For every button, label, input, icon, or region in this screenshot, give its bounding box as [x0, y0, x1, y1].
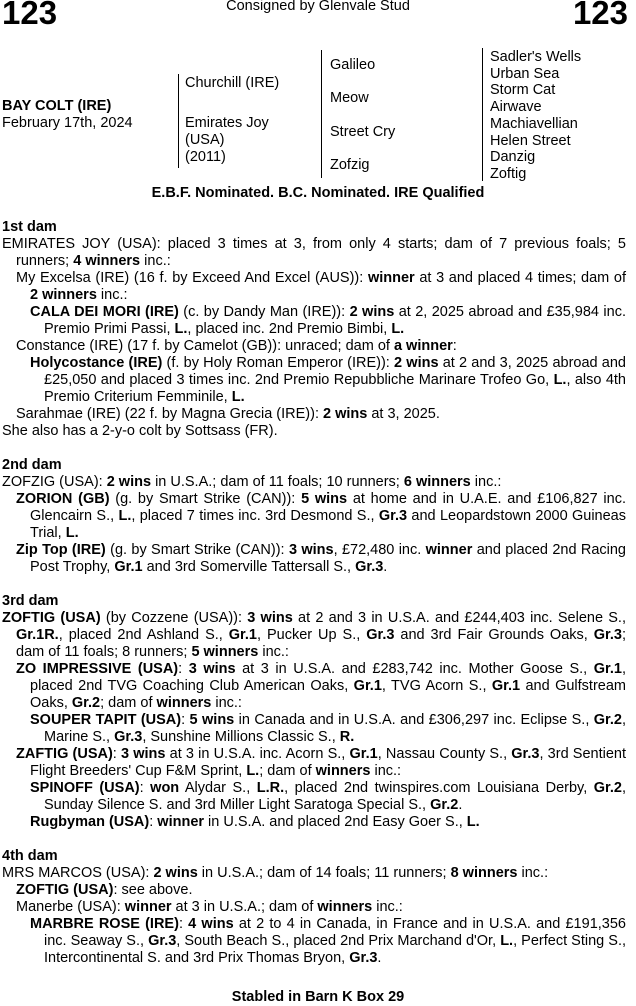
bold-text: winners [317, 899, 373, 915]
entry-text: and 3rd Fair Grounds Oaks, [394, 627, 594, 643]
bold-text: L. [65, 525, 79, 541]
entry-text: at 3, 2025. [367, 406, 440, 422]
entry-text: : [181, 712, 190, 728]
bold-text: 5 wins [189, 712, 235, 728]
entry-text: and 3rd Somerville Tattersall S., [142, 559, 356, 575]
entry-text: ; dam of [259, 763, 316, 779]
pedigree-entry [2, 474, 626, 491]
bold-text: SPINOFF (USA) [30, 780, 140, 796]
bold-text: Gr.1 [593, 661, 622, 677]
entry-text: and placed 2nd Racing Post Trophy, [30, 542, 626, 575]
entry-text: Constance (IRE) (17 f. by Camelot (GB)): unraced; dam of [16, 338, 394, 354]
g3-name: Danzig [490, 149, 536, 165]
entry-text: . [383, 559, 388, 575]
entry-text: Alydar S., [179, 780, 257, 796]
consignor: Consigned by Glenvale Stud [226, 0, 410, 14]
entry-text: ; dam of [100, 695, 157, 711]
pedigree-entry [2, 304, 626, 338]
entry-text: ; dam of 11 foals; 8 runners; [16, 627, 627, 660]
bold-text: 3 wins [188, 661, 236, 677]
bold-text: Gr.2 [71, 695, 101, 711]
g3-name: Sadler's Wells [490, 49, 582, 65]
section-gap [2, 576, 626, 593]
entry-text: , TVG Acorn S., [381, 678, 492, 694]
entry-text: , 3rd Sentient Flight Breeders' Cup F&M Sprint, [30, 746, 627, 779]
entry-text: MRS MARCOS (USA): [2, 865, 154, 881]
sire-sire: Galileo [330, 57, 376, 73]
bold-text: ZAFTIG (USA) [16, 746, 113, 762]
bold-text: 4 wins [188, 916, 234, 932]
pedigree-entry [2, 882, 626, 899]
bold-text: winner [124, 899, 172, 915]
bold-text: won [150, 780, 180, 796]
bold-text: Gr.3 [366, 627, 395, 643]
bold-text: L. [500, 933, 514, 949]
bold-text: a winner [393, 338, 453, 354]
entry-text: , also 4th Premio Criterium Femminile, [44, 372, 626, 405]
pedigree-entry [2, 899, 626, 916]
bold-text: SOUPER TAPIT (USA) [30, 712, 182, 728]
entry-text: in U.S.A.; dam of 11 foals; 10 runners; [151, 474, 404, 490]
bold-text: Gr.1 [114, 559, 143, 575]
entry-text: inc.: [372, 899, 403, 915]
pedigree-entry [2, 338, 626, 355]
entry-text: and Leopardstown 2000 Guineas Trial, [30, 508, 626, 541]
foaling-date: February 17th, 2024 [2, 115, 133, 131]
catalogue-body [2, 219, 626, 967]
entry-text: ZOFZIG (USA): [2, 474, 107, 490]
bold-text: 3 wins [288, 542, 334, 558]
bold-text: Gr.3 [114, 729, 143, 745]
bold-text: Zip Top (IRE) [16, 542, 106, 558]
pedigree-bracket-2 [321, 50, 322, 178]
bold-text: winners [315, 763, 371, 779]
bold-text: 2 wins [349, 304, 395, 320]
bold-text: Gr.3 [349, 950, 378, 966]
g3-name: Storm Cat [490, 82, 556, 98]
entry-text: She also has a 2-y-o colt by Sottsass (FR). [2, 423, 278, 439]
entry-text: in U.S.A. and placed 2nd Easy Goer S., [204, 814, 467, 830]
entry-text: , placed 7 times inc. 3rd Desmond S., [131, 508, 379, 524]
bold-text: L. [231, 389, 245, 405]
entry-text: at 3 in U.S.A.; dam of [171, 899, 318, 915]
entry-text: , placed 2nd twinspires.com Louisiana Derby, [284, 780, 594, 796]
entry-text: inc.: [211, 695, 242, 711]
entry-text: in U.S.A.; dam of 14 foals; 11 runners; [197, 865, 451, 881]
dam-dam: Zofzig [330, 157, 370, 173]
entry-text: , Pucker Up S., [256, 627, 367, 643]
entry-text: at 3 in U.S.A. and £283,742 inc. Mother Goose S., [235, 661, 594, 677]
bold-text: L. [246, 763, 260, 779]
entry-text: : see above. [113, 882, 193, 898]
entry-text: My Excelsa (IRE) (16 f. by Exceed And Excel (AUS)): [16, 270, 368, 286]
bold-text: Gr.1R. [16, 627, 59, 643]
entry-text: : [112, 746, 121, 762]
entry-text: , placed inc. 2nd Premio Bimbi, [187, 321, 392, 337]
entry-text: , £72,480 inc. [333, 542, 426, 558]
pedigree-entry [2, 423, 626, 440]
entry-text: (g. by Smart Strike (CAN)): [109, 491, 302, 507]
horse-name: BAY COLT (IRE) [2, 98, 112, 114]
g3-name: Helen Street [490, 133, 571, 149]
nominations: E.B.F. Nominated. B.C. Nominated. IRE Qualified [151, 185, 485, 201]
pedigree-entry [2, 661, 626, 712]
bold-text: Gr.1 [353, 678, 382, 694]
g3-name: Zoftig [490, 166, 527, 182]
g3-name: Urban Sea [490, 66, 560, 82]
entry-text: : [149, 814, 158, 830]
entry-text: at 2 and 3 in U.S.A. and £244,403 inc. Selene S., [292, 610, 626, 626]
bold-text: R. [339, 729, 355, 745]
pedigree-entry [2, 406, 626, 423]
bold-text: Holycostance (IRE) [30, 355, 163, 371]
entry-text: : [452, 338, 457, 354]
entry-text: (c. by Dandy Man (IRE)): [178, 304, 350, 320]
entry-text: inc.: [370, 763, 402, 779]
lot-number-right: 123 [572, 0, 628, 31]
entry-text: , Sunday Silence S. and 3rd Miller Light Saratoga Special S., [44, 780, 627, 813]
entry-text: : [178, 916, 189, 932]
entry-text: , Sunshine Millions Classic S., [142, 729, 340, 745]
bold-text: Gr.2 [430, 797, 459, 813]
pedigree-entry [2, 916, 626, 967]
pedigree-entry [2, 610, 626, 661]
entry-text: at 2, 2025 abroad and £35,984 inc. Premio Primi Passi, [44, 304, 626, 337]
bold-text: winners [156, 695, 212, 711]
dam: Emirates Joy [185, 115, 269, 131]
entry-text: Manerbe (USA): [16, 899, 125, 915]
bold-text: 2 wins [153, 865, 198, 881]
entry-text: , Marine S., [44, 712, 627, 745]
bold-text: winner [367, 270, 415, 286]
bold-text: ZOFTIG (USA) [2, 610, 101, 626]
bold-text: Gr.3 [511, 746, 540, 762]
bold-text: 8 winners [450, 865, 518, 881]
entry-text: (by Cozzene (USA)): [100, 610, 248, 626]
pedigree-entry [2, 814, 626, 831]
dam-year: (2011) [185, 149, 226, 165]
entry-text: inc.: [96, 287, 128, 303]
bold-text: 2 winners [30, 287, 97, 303]
entry-text: : [178, 661, 189, 677]
g3-name: Machiavellian [490, 116, 578, 132]
bold-text: Gr.3 [355, 559, 384, 575]
bold-text: CALA DEI MORI (IRE) [30, 304, 179, 320]
entry-text: . [377, 950, 382, 966]
pedigree-bracket-1 [178, 74, 179, 168]
bold-text: Gr.2 [593, 780, 622, 796]
bold-text: winner [425, 542, 473, 558]
pedigree-entry [2, 780, 626, 814]
entry-text: (g. by Smart Strike (CAN)): [105, 542, 289, 558]
dam-section-title: 3rd dam [2, 593, 59, 609]
lot-number-left: 123 [2, 0, 58, 31]
bold-text: 5 winners [191, 644, 259, 660]
entry-text: inc.: [258, 644, 289, 660]
sire-dam: Meow [330, 90, 369, 106]
bold-text: MARBRE ROSE (IRE) [30, 916, 179, 932]
bold-text: Gr.1 [349, 746, 378, 762]
dam-country: (USA) [185, 132, 225, 148]
bold-text: Gr.3 [593, 627, 622, 643]
bold-text: Gr.1 [228, 627, 257, 643]
pedigree-entry [2, 236, 626, 270]
bold-text: ZORION (GB) [16, 491, 110, 507]
bold-text: 2 wins [323, 406, 368, 422]
dam-sire: Street Cry [330, 124, 396, 140]
entry-text: , Nassau County S., [377, 746, 512, 762]
entry-text: and Gulfstream Oaks, [30, 678, 626, 711]
entry-text: in Canada and in U.S.A. and £306,297 inc. Eclipse S., [234, 712, 594, 728]
entry-text: : [139, 780, 151, 796]
entry-text: at home and in U.A.E. and £106,827 inc. Glencairn S., [30, 491, 626, 524]
bold-text: ZOFTIG (USA) [16, 882, 114, 898]
entry-text: at 3 in U.S.A. inc. Acorn S., [165, 746, 350, 762]
entry-text: at 2 to 4 in Canada, in France and in U.S.A. and £191,356 inc. Seaway S., [44, 916, 626, 949]
dam-section-title: 2nd dam [2, 457, 62, 473]
bold-text: winner [157, 814, 205, 830]
section-gap [2, 831, 626, 848]
bold-text: 4 winners [73, 253, 141, 269]
bold-text: L. [174, 321, 188, 337]
bold-text: Gr.1 [491, 678, 521, 694]
bold-text: 5 wins [301, 491, 348, 507]
pedigree-entry [2, 270, 626, 304]
bold-text: L. [118, 508, 132, 524]
entry-text: , Perfect Sting S., Intercontinental S. and 3rd Prix Thomas Bryon, [44, 933, 627, 966]
entry-text: . [458, 797, 463, 813]
bold-text: Gr.2 [593, 712, 622, 728]
entry-text: inc.: [470, 474, 502, 490]
sire: Churchill (IRE) [185, 75, 280, 91]
pedigree-entry [2, 712, 626, 746]
bold-text: 3 wins [247, 610, 293, 626]
entry-text: at 3 and placed 4 times; dam of [414, 270, 626, 286]
pedigree-entry [2, 865, 626, 882]
bold-text: Rugbyman (USA) [30, 814, 150, 830]
entry-text: inc.: [517, 865, 549, 881]
dam-section-title: 4th dam [2, 848, 58, 864]
bold-text: Gr.3 [148, 933, 177, 949]
bold-text: ZO IMPRESSIVE (USA) [16, 661, 179, 677]
bold-text: 2 wins [106, 474, 152, 490]
entry-text: inc.: [140, 253, 171, 269]
section-gap [2, 440, 626, 457]
bold-text: L.R. [256, 780, 285, 796]
dam-section-title: 1st dam [2, 219, 57, 235]
entry-text: Sarahmae (IRE) (22 f. by Magna Grecia (IRE)): [16, 406, 324, 422]
bold-text: L. [466, 814, 480, 830]
pedigree-bracket-3 [482, 48, 483, 181]
pedigree-entry [2, 491, 626, 542]
pedigree-entry [2, 355, 626, 406]
bold-text: 2 wins [394, 355, 439, 371]
bold-text: 6 winners [403, 474, 471, 490]
entry-text: at 2 and 3, 2025 abroad and £25,050 and placed 3 times inc. 2nd Premio Repubbliche Marinare Trofeo Go, [44, 355, 626, 388]
bold-text: 3 wins [121, 746, 166, 762]
stabling-info: Stabled in Barn K Box 29 [231, 989, 405, 1005]
pedigree-entry [2, 542, 626, 576]
entry-text: (f. by Holy Roman Emperor (IRE)): [162, 355, 395, 371]
g3-name: Airwave [490, 99, 542, 115]
bold-text: L. [391, 321, 405, 337]
bold-text: Gr.3 [378, 508, 408, 524]
pedigree-entry [2, 746, 626, 780]
bold-text: L. [553, 372, 567, 388]
entry-text: EMIRATES JOY (USA): placed 3 times at 3, from only 4 starts; dam of 7 previous foals; 5 runners; [2, 236, 626, 269]
entry-text: , South Beach S., placed 2nd Prix Marchand d'Or, [176, 933, 501, 949]
entry-text: , placed 2nd Ashland S., [58, 627, 229, 643]
entry-text: , placed 2nd TVG Coaching Club American Oaks, [30, 661, 626, 694]
